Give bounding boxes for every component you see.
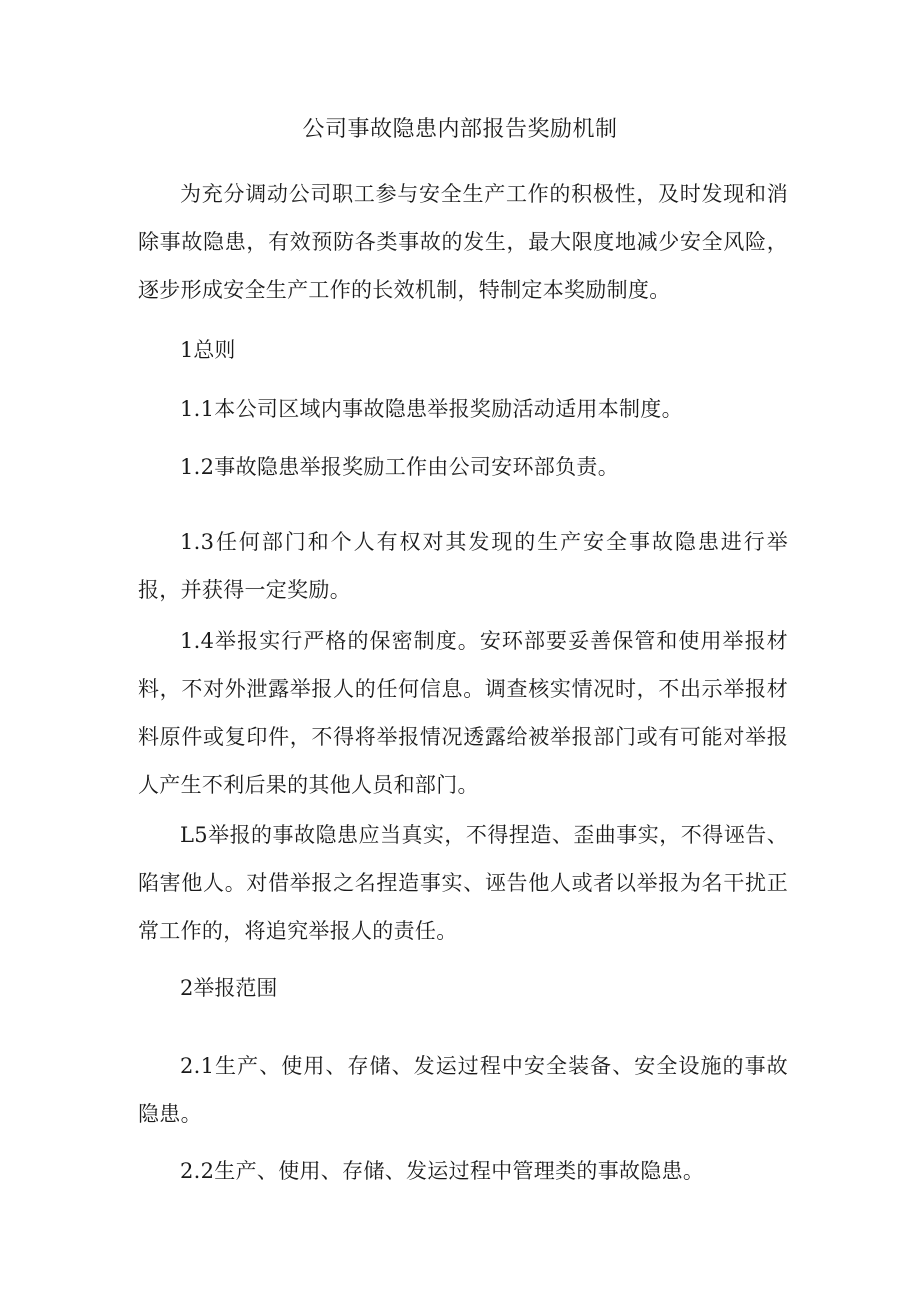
document-title: 公司事故隐患内部报告奖励机制 [302, 117, 618, 142]
section-heading-general: 1总则 [180, 338, 236, 362]
clause-1-1: 1.1本公司区域内事故隐患举报奖励活动适用本制度。 [180, 397, 683, 421]
intro-paragraph: 为充分调动公司职工参与安全生产工作的积极性，及时发现和消除事故隐患，有效预防各类事故的发生，最大限度地减少安全风险，逐步形成安全生产工作的长效机制，特制定本奖励制度。 [138, 182, 788, 302]
clause-2-1: 2.1生产、使用、存储、发运过程中安全装备、安全设施的事故隐患。 [138, 1054, 788, 1126]
clause-2-2: 2.2生产、使用、存储、发运过程中管理类的事故隐患。 [180, 1159, 705, 1183]
clause-1-3: 1.3任何部门和个人有权对其发现的生产安全事故隐患进行举报，并获得一定奖励。 [138, 530, 788, 602]
clause-1-2: 1.2事故隐患举报奖励工作由公司安环部负责。 [180, 455, 619, 479]
section-heading-scope: 2举报范围 [180, 976, 278, 1000]
clause-1-4: 1.4举报实行严格的保密制度。安环部要妥善保管和使用举报材料，不对外泄露举报人的任何信息。调查核实情况时，不出示举报材料原件或复印件，不得将举报情况透露给被举报部门或有可能对举报人产生不利后果的其他人员和部门。 [138, 629, 788, 797]
clause-1-5: L5举报的事故隐患应当真实，不得捏造、歪曲事实，不得诬告、陷害他人。对借举报之名捏造事实、诬告他人或者以举报为名干扰正常工作的，将追究举报人的责任。 [138, 823, 788, 943]
